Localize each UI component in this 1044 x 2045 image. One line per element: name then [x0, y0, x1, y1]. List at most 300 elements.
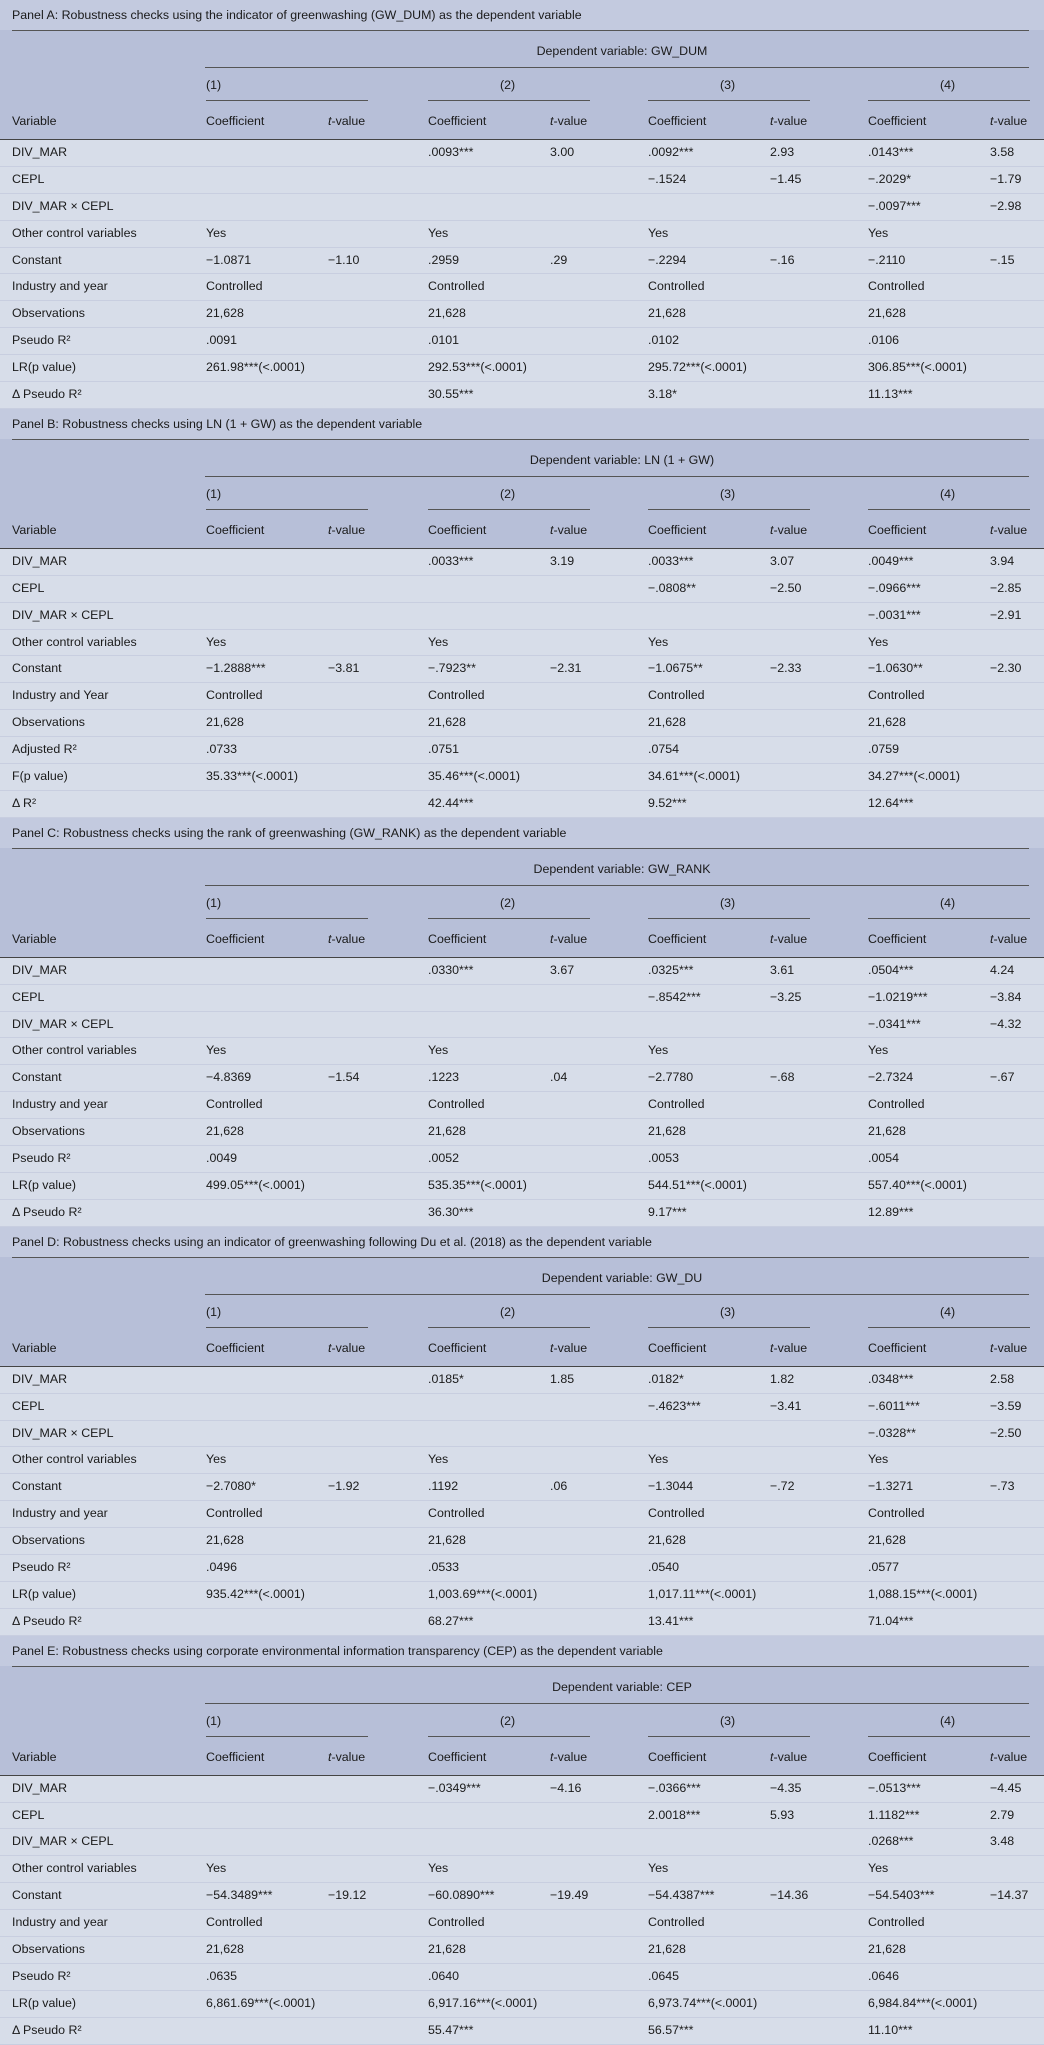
- table-row: [0, 791, 1044, 818]
- t-value-header: t-value: [770, 114, 808, 128]
- coefficient-header: Coefficient: [428, 931, 487, 946]
- table-row: [0, 2018, 1044, 2045]
- coefficient-cell: .0053: [648, 1151, 680, 1166]
- t-value-cell: −2.50: [990, 1425, 1022, 1440]
- t-value-cell: 3.48: [990, 1834, 1015, 1849]
- column-group-rule: [648, 509, 810, 510]
- coefficient-cell: Controlled: [206, 1915, 263, 1930]
- row-label: LR(p value): [12, 360, 77, 375]
- t-value-header: t-value: [328, 522, 366, 537]
- coefficient-cell: −54.4387***: [648, 1888, 715, 1903]
- t-value-header: t-value: [550, 1340, 588, 1355]
- table-row: [0, 382, 1044, 409]
- t-value-cell: −3.84: [990, 989, 1022, 1004]
- t-value-cell: −.72: [770, 1479, 795, 1494]
- table-row: [0, 1829, 1044, 1856]
- table-row: [0, 1803, 1044, 1830]
- variable-header: Variable: [12, 931, 57, 946]
- coefficient-cell: 34.61***(<.0001): [648, 769, 740, 784]
- coefficient-cell: 1,003.69***(<.0001): [428, 1586, 538, 1601]
- dependent-variable-rule: [205, 476, 1029, 477]
- coefficient-cell: 9.17***: [648, 1204, 687, 1219]
- coefficient-header: Coefficient: [648, 522, 707, 537]
- column-number: (2): [500, 895, 516, 910]
- t-value-cell: 3.94: [990, 553, 1015, 568]
- table-row: [0, 1776, 1044, 1803]
- t-value-cell: 1.82: [770, 1371, 795, 1386]
- row-label: Constant: [12, 661, 62, 676]
- coefficient-cell: 21,628: [868, 1124, 906, 1139]
- coefficient-cell: 21,628: [648, 1533, 686, 1548]
- row-label: Pseudo R²: [12, 1968, 71, 1983]
- t-value-cell: −.16: [770, 252, 795, 267]
- column-number: (3): [720, 78, 736, 92]
- coefficient-cell: 21,628: [206, 715, 244, 730]
- dependent-variable-label: Dependent variable: GW_DU: [541, 1270, 703, 1285]
- coefficient-cell: 21,628: [868, 1941, 906, 1956]
- panel-title: Panel A: Robustness checks using the indicator of greenwashing (GW_DUM) as the dependent variable: [0, 0, 1044, 30]
- coefficient-cell: Yes: [868, 225, 889, 240]
- column-number: (4): [940, 486, 956, 501]
- coefficient-cell: .0751: [428, 742, 460, 757]
- coefficient-cell: Controlled: [428, 279, 485, 294]
- t-value-cell: −1.79: [990, 171, 1022, 186]
- coefficient-cell: 292.53***(<.0001): [428, 360, 527, 375]
- t-value-cell: 3.61: [770, 962, 795, 977]
- panel-header: [0, 848, 1044, 958]
- t-value-cell: −4.35: [770, 1780, 802, 1795]
- column-number: (4): [940, 1713, 956, 1728]
- coefficient-cell: .0033***: [648, 553, 694, 568]
- column-group-rule: [428, 509, 590, 510]
- coefficient-cell: −1.3271: [868, 1479, 914, 1494]
- coefficient-header: Coefficient: [206, 114, 265, 128]
- table-row: [0, 1394, 1044, 1421]
- column-number: (3): [720, 895, 736, 910]
- coefficient-cell: 11.13***: [868, 387, 913, 402]
- table-row: [0, 140, 1044, 167]
- coefficient-cell: .0106: [868, 333, 900, 348]
- coefficient-cell: Controlled: [206, 688, 263, 703]
- table-row: [0, 1119, 1044, 1146]
- coefficient-cell: 499.05***(<.0001): [206, 1177, 305, 1192]
- row-label: DIV_MAR × CEPL: [12, 1016, 114, 1031]
- table-panel: [0, 0, 1044, 409]
- coefficient-cell: .0185*: [428, 1371, 464, 1386]
- t-value-header: t-value: [770, 1340, 808, 1355]
- dependent-variable-rule: [205, 67, 1029, 68]
- table-row: [0, 248, 1044, 275]
- header-top-rule: [12, 1257, 1029, 1258]
- coefficient-cell: −.0328**: [868, 1425, 916, 1440]
- dependent-variable-label: Dependent variable: LN (1 + GW): [529, 452, 715, 467]
- table-row: [0, 985, 1044, 1012]
- table-row: [0, 274, 1044, 301]
- column-number: (1): [206, 78, 222, 92]
- coefficient-cell: Yes: [206, 1452, 227, 1467]
- row-label: Industry and year: [12, 1506, 108, 1521]
- coefficient-cell: .0091: [206, 333, 238, 348]
- panel-title: Panel E: Robustness checks using corporate environmental information transparency (CEP) as the dependent variable: [0, 1636, 1044, 1666]
- panel-header: [0, 30, 1044, 140]
- coefficient-cell: Controlled: [206, 279, 263, 294]
- coefficient-header: Coefficient: [648, 1749, 707, 1764]
- coefficient-cell: Controlled: [648, 1097, 705, 1112]
- coefficient-cell: 6,861.69***(<.0001): [206, 1995, 316, 2010]
- column-group-rule: [868, 509, 1030, 510]
- coefficient-cell: Yes: [648, 225, 669, 240]
- coefficient-cell: 12.64***: [868, 795, 914, 810]
- table-row: [0, 1991, 1044, 2018]
- t-value-cell: .04: [550, 1070, 568, 1085]
- panel-header: [0, 1666, 1044, 1776]
- coefficient-cell: 261.98***(<.0001): [206, 360, 305, 375]
- t-value-cell: 3.58: [990, 145, 1015, 159]
- coefficient-header: Coefficient: [428, 1340, 487, 1355]
- table-row: [0, 1964, 1044, 1991]
- dependent-variable-rule: [205, 885, 1029, 886]
- coefficient-cell: 21,628: [428, 1941, 466, 1956]
- row-label: Δ R²: [12, 795, 37, 810]
- row-label: Other control variables: [12, 1043, 137, 1058]
- coefficient-cell: .0759: [868, 742, 900, 757]
- t-value-header: t-value: [328, 114, 366, 128]
- coefficient-cell: 1.1182***: [868, 1807, 920, 1822]
- row-label: DIV_MAR × CEPL: [12, 1425, 114, 1440]
- coefficient-cell: .0640: [428, 1968, 460, 1983]
- coefficient-cell: 21,628: [868, 715, 906, 730]
- coefficient-cell: 21,628: [428, 306, 466, 321]
- t-value-cell: 3.19: [550, 553, 575, 568]
- table-row: [0, 1012, 1044, 1039]
- row-label: Industry and year: [12, 1915, 108, 1930]
- coefficient-cell: 6,973.74***(<.0001): [648, 1995, 758, 2010]
- coefficient-cell: −.0031***: [868, 607, 921, 622]
- coefficient-cell: −1.2888***: [206, 661, 266, 676]
- table-row: [0, 958, 1044, 985]
- column-number: (4): [940, 895, 956, 910]
- coefficient-cell: Yes: [648, 1043, 669, 1058]
- coefficient-cell: 544.51***(<.0001): [648, 1177, 747, 1192]
- row-label: Industry and year: [12, 1097, 108, 1112]
- coefficient-cell: .0102: [648, 333, 680, 348]
- coefficient-cell: −.1524: [648, 171, 687, 186]
- t-value-header: t-value: [550, 114, 588, 128]
- table-row: [0, 630, 1044, 657]
- row-label: Observations: [12, 1533, 86, 1548]
- coefficient-cell: 35.33***(<.0001): [206, 769, 298, 784]
- variable-header: Variable: [12, 1749, 57, 1764]
- coefficient-header: Coefficient: [648, 1340, 707, 1355]
- row-label: F(p value): [12, 769, 68, 784]
- coefficient-cell: .0330***: [428, 962, 474, 977]
- table-row: [0, 1447, 1044, 1474]
- coefficient-cell: 34.27***(<.0001): [868, 769, 960, 784]
- coefficient-header: Coefficient: [428, 522, 487, 537]
- column-group-rule: [428, 918, 590, 919]
- coefficient-header: Coefficient: [868, 1340, 927, 1355]
- coefficient-cell: −.8542***: [648, 989, 701, 1004]
- row-label: LR(p value): [12, 1586, 77, 1601]
- table-panel: [0, 1636, 1044, 2045]
- dependent-variable-label: Dependent variable: GW_RANK: [533, 861, 711, 876]
- coefficient-cell: .0646: [868, 1968, 900, 1983]
- table-row: [0, 1555, 1044, 1582]
- coefficient-cell: −2.7780: [648, 1070, 694, 1085]
- table-row: [0, 1367, 1044, 1394]
- coefficient-cell: 21,628: [648, 715, 686, 730]
- t-value-header: t-value: [990, 114, 1028, 128]
- coefficient-cell: Controlled: [206, 1506, 263, 1521]
- t-value-cell: 3.67: [550, 962, 575, 977]
- table-row: [0, 1937, 1044, 1964]
- row-label: CEPL: [12, 171, 45, 186]
- t-value-header: t-value: [990, 1340, 1028, 1355]
- coefficient-header: Coefficient: [206, 1340, 265, 1355]
- row-label: DIV_MAR × CEPL: [12, 1834, 114, 1849]
- coefficient-cell: Yes: [428, 225, 449, 240]
- coefficient-cell: −.2029*: [868, 171, 912, 186]
- coefficient-cell: Yes: [206, 1861, 227, 1876]
- coefficient-cell: .0504***: [868, 962, 914, 977]
- column-group-rule: [206, 1736, 368, 1737]
- t-value-header: t-value: [990, 1749, 1028, 1764]
- coefficient-cell: Yes: [868, 1452, 889, 1467]
- coefficient-cell: −2.7324: [868, 1070, 914, 1085]
- table-row: [0, 1038, 1044, 1065]
- t-value-cell: −.68: [770, 1070, 795, 1085]
- coefficient-cell: Yes: [648, 1861, 669, 1876]
- column-group-rule: [206, 1327, 368, 1328]
- column-group-rule: [648, 1736, 810, 1737]
- coefficient-cell: 35.46***(<.0001): [428, 769, 520, 784]
- coefficient-header: Coefficient: [206, 1749, 265, 1764]
- t-value-cell: 2.79: [990, 1807, 1015, 1822]
- coefficient-header: Coefficient: [428, 1749, 487, 1764]
- t-value-cell: 5.93: [770, 1807, 795, 1822]
- table-row: [0, 301, 1044, 328]
- row-label: Constant: [12, 1479, 62, 1494]
- coefficient-cell: Yes: [428, 1861, 449, 1876]
- coefficient-cell: −.2294: [648, 252, 687, 267]
- t-value-header: t-value: [328, 1749, 366, 1764]
- panel-header: [0, 439, 1044, 549]
- coefficient-cell: .0496: [206, 1559, 238, 1574]
- t-value-cell: −3.25: [770, 989, 802, 1004]
- column-group-rule: [648, 1327, 810, 1328]
- table-row: [0, 1421, 1044, 1448]
- coefficient-cell: .0348***: [868, 1371, 914, 1386]
- column-number: (1): [206, 1713, 222, 1728]
- t-value-header: t-value: [990, 931, 1028, 946]
- coefficient-cell: Controlled: [428, 688, 485, 703]
- row-label: Δ Pseudo R²: [12, 1613, 82, 1628]
- row-label: DIV_MAR: [12, 1780, 68, 1795]
- t-value-cell: −4.16: [550, 1780, 582, 1795]
- coefficient-cell: .0033***: [428, 553, 474, 568]
- column-number: (1): [206, 1304, 222, 1319]
- panel-header: [0, 1257, 1044, 1367]
- coefficient-cell: −54.5403***: [868, 1888, 935, 1903]
- coefficient-header: Coefficient: [648, 931, 707, 946]
- table-row: [0, 328, 1044, 355]
- row-label: Δ Pseudo R²: [12, 2022, 82, 2037]
- t-value-cell: −2.85: [990, 580, 1022, 595]
- column-number: (2): [500, 1713, 516, 1728]
- coefficient-cell: 3.18*: [648, 387, 677, 402]
- table-row: [0, 1856, 1044, 1883]
- t-value-cell: 4.24: [990, 962, 1015, 977]
- coefficient-cell: −.0808**: [648, 580, 696, 595]
- coefficient-cell: 56.57***: [648, 2022, 694, 2037]
- t-value-cell: −2.31: [550, 661, 582, 676]
- column-group-rule: [648, 918, 810, 919]
- coefficient-cell: 21,628: [206, 1124, 244, 1139]
- t-value-cell: −.73: [990, 1479, 1015, 1494]
- t-value-cell: 3.00: [550, 145, 575, 159]
- coefficient-cell: −.0966***: [868, 580, 921, 595]
- column-group-rule: [206, 509, 368, 510]
- column-group-rule: [206, 918, 368, 919]
- t-value-header: t-value: [328, 1340, 366, 1355]
- coefficient-cell: Controlled: [428, 1506, 485, 1521]
- variable-header: Variable: [12, 522, 57, 537]
- coefficient-cell: 535.35***(<.0001): [428, 1177, 527, 1192]
- coefficient-cell: −.0366***: [648, 1780, 701, 1795]
- column-number: (4): [940, 1304, 956, 1319]
- table-row: [0, 167, 1044, 194]
- t-value-cell: −2.33: [770, 661, 802, 676]
- coefficient-cell: .1192: [428, 1479, 459, 1494]
- row-label: Other control variables: [12, 1861, 137, 1876]
- t-value-cell: −3.81: [328, 661, 360, 676]
- coefficient-cell: −1.0630**: [868, 661, 923, 676]
- t-value-cell: 2.93: [770, 145, 795, 159]
- coefficient-cell: .0325***: [648, 962, 694, 977]
- coefficient-cell: 21,628: [868, 306, 906, 321]
- t-value-cell: .29: [550, 252, 568, 267]
- column-number: (2): [500, 486, 516, 501]
- coefficient-cell: .0052: [428, 1151, 460, 1166]
- row-label: Constant: [12, 252, 62, 267]
- column-group-rule: [428, 1736, 590, 1737]
- t-value-cell: −.15: [990, 252, 1015, 267]
- column-group-rule: [428, 1327, 590, 1328]
- t-value-header: t-value: [328, 931, 366, 946]
- t-value-cell: −1.92: [328, 1479, 360, 1494]
- coefficient-cell: Controlled: [648, 688, 705, 703]
- column-number: (3): [720, 486, 736, 501]
- t-value-cell: −2.91: [990, 607, 1022, 622]
- table-row: [0, 656, 1044, 683]
- table-panel: [0, 409, 1044, 818]
- coefficient-cell: .0093***: [428, 145, 474, 159]
- coefficient-cell: .0182*: [648, 1371, 684, 1386]
- coefficient-cell: −.2110: [868, 252, 906, 267]
- coefficient-cell: Controlled: [428, 1915, 485, 1930]
- row-label: Other control variables: [12, 1452, 137, 1467]
- header-top-rule: [12, 1666, 1029, 1667]
- row-label: Observations: [12, 306, 86, 321]
- coefficient-cell: .0049: [206, 1151, 238, 1166]
- table-row: [0, 1609, 1044, 1636]
- t-value-cell: 3.07: [770, 553, 795, 568]
- coefficient-header: Coefficient: [206, 931, 265, 946]
- coefficient-cell: Yes: [428, 634, 449, 649]
- coefficient-cell: 71.04***: [868, 1613, 914, 1628]
- column-number: (1): [206, 895, 222, 910]
- table-row: [0, 549, 1044, 576]
- column-number: (2): [500, 78, 516, 92]
- coefficient-cell: −.0513***: [868, 1780, 921, 1795]
- row-label: Other control variables: [12, 225, 137, 240]
- coefficient-cell: 21,628: [428, 1533, 466, 1548]
- row-label: Observations: [12, 1941, 86, 1956]
- t-value-cell: −14.36: [770, 1888, 809, 1903]
- coefficient-cell: .1223: [428, 1070, 460, 1085]
- row-label: DIV_MAR: [12, 145, 68, 159]
- table-row: [0, 355, 1044, 382]
- coefficient-cell: −60.0890***: [428, 1888, 495, 1903]
- row-label: CEPL: [12, 989, 45, 1004]
- coefficient-cell: Yes: [206, 634, 227, 649]
- coefficient-cell: −1.3044: [648, 1479, 694, 1494]
- row-label: Constant: [12, 1888, 62, 1903]
- coefficient-cell: −1.0675**: [648, 661, 703, 676]
- table-row: [0, 1173, 1044, 1200]
- row-label: Other control variables: [12, 634, 137, 649]
- coefficient-cell: 21,628: [206, 1533, 244, 1548]
- table-row: [0, 1474, 1044, 1501]
- row-label: Observations: [12, 1124, 86, 1139]
- coefficient-cell: 55.47***: [428, 2022, 474, 2037]
- coefficient-header: Coefficient: [428, 114, 487, 128]
- coefficient-header: Coefficient: [868, 522, 927, 537]
- table-panel: [0, 818, 1044, 1227]
- coefficient-cell: −.6011***: [868, 1398, 920, 1413]
- coefficient-cell: 6,984.84***(<.0001): [868, 1995, 978, 2010]
- panel-title: Panel D: Robustness checks using an indicator of greenwashing following Du et al. (2018) as the dependent variable: [0, 1227, 1044, 1257]
- column-number: (3): [720, 1304, 736, 1319]
- coefficient-cell: −.4623***: [648, 1398, 701, 1413]
- coefficient-cell: Yes: [868, 634, 889, 649]
- t-value-cell: −1.10: [328, 252, 360, 267]
- table-row: [0, 1146, 1044, 1173]
- column-number: (4): [940, 78, 956, 92]
- dependent-variable-label: Dependent variable: GW_DUM: [536, 44, 708, 58]
- coefficient-cell: 557.40***(<.0001): [868, 1177, 967, 1192]
- coefficient-cell: .0733: [206, 742, 238, 757]
- row-label: CEPL: [12, 1807, 45, 1822]
- coefficient-cell: Controlled: [648, 1506, 705, 1521]
- table-row: [0, 737, 1044, 764]
- table-row: [0, 764, 1044, 791]
- coefficient-cell: Controlled: [868, 279, 925, 294]
- row-label: Pseudo R²: [12, 333, 71, 348]
- coefficient-cell: 11.10***: [868, 2022, 913, 2037]
- t-value-cell: −19.49: [550, 1888, 589, 1903]
- column-group-rule: [868, 1736, 1030, 1737]
- coefficient-cell: Yes: [868, 1043, 889, 1058]
- row-label: DIV_MAR: [12, 962, 68, 977]
- coefficient-cell: 21,628: [206, 1941, 244, 1956]
- coefficient-header: Coefficient: [868, 1749, 927, 1764]
- coefficient-cell: 21,628: [428, 715, 466, 730]
- table-row: [0, 1910, 1044, 1937]
- coefficient-cell: −.0349***: [428, 1780, 481, 1795]
- t-value-cell: −2.30: [990, 661, 1022, 676]
- table-row: [0, 1883, 1044, 1910]
